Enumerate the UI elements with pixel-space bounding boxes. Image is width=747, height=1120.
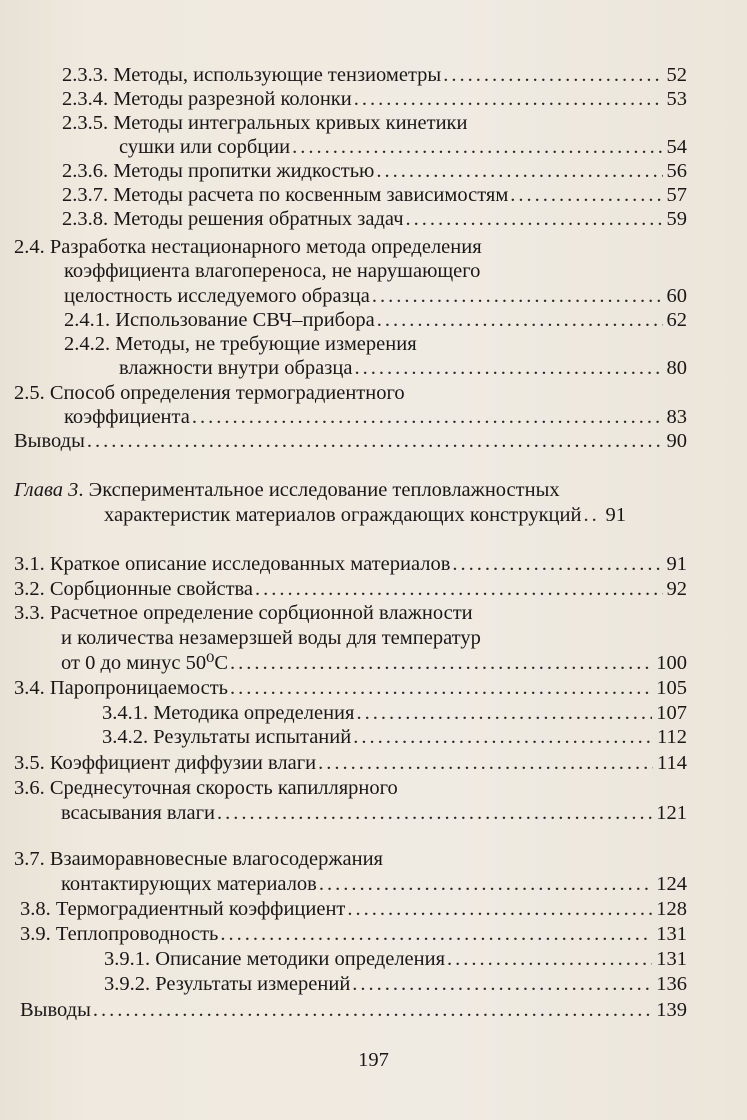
toc-chapter-3: [14, 477, 687, 503]
toc-entry-conclusions-ch2: [14, 428, 687, 454]
toc-entry-2-4-2: [64, 331, 687, 357]
toc-entry-conclusions-ch3: [20, 997, 687, 1023]
toc-entry-title: 2.4. Разработка нестационарного метода определения: [14, 236, 482, 258]
toc-entry-title: коэффициента влагопереноса, не нарушающего: [64, 260, 481, 282]
dot-leader: [319, 871, 652, 897]
toc-entry-2-3-5-cont: [119, 134, 687, 160]
toc-entry-title: всасывания влаги: [61, 802, 216, 824]
toc-page-number: 57: [666, 184, 687, 206]
toc-entry-title: 3.9.2. Результаты измерений: [104, 973, 351, 995]
toc-entry-3-4-2: [102, 724, 687, 750]
toc-entry-title: 3.4.2. Результаты испытаний: [102, 726, 352, 748]
toc-page-number: 105: [656, 677, 687, 699]
toc-page-number: 80: [666, 357, 687, 379]
toc-entry-3-6: [14, 775, 687, 801]
toc-entry-title: 3.9.1. Описание методики определения: [104, 948, 446, 970]
dot-leader: [220, 921, 652, 947]
toc-page-number: 54: [666, 136, 687, 158]
toc-entry-title: 2.5. Способ определения термоградиентного: [14, 382, 405, 404]
toc-entry-title: 3.4. Паропроницаемость: [14, 677, 228, 699]
toc-page-number: 83: [666, 406, 687, 428]
chapter-label: Глава 3: [14, 479, 79, 501]
toc-entry-2-4-cont2: [64, 283, 687, 309]
toc-entry-3-5: [14, 750, 687, 776]
dot-leader: [377, 307, 663, 333]
toc-page-number: 121: [656, 802, 687, 824]
toc-page-number: 56: [666, 160, 687, 182]
dot-leader: [356, 700, 652, 726]
toc-entry-2-3-4: [62, 86, 687, 112]
toc-entry-title: 3.8. Термоградиентный коэффициент: [20, 898, 346, 920]
toc-entry-title: 2.4.2. Методы, не требующие измерения: [64, 333, 417, 355]
toc-entry-3-6-cont: [61, 800, 687, 826]
toc-entry-title: 3.9. Теплопроводность: [20, 923, 219, 945]
toc-entry-title: Выводы: [14, 430, 85, 452]
toc-entry-2-4: [14, 234, 687, 260]
toc-entry-3-9-2: [104, 971, 687, 997]
toc-page-number: 131: [656, 948, 687, 970]
toc-page-number: 90: [666, 430, 687, 452]
toc-entry-title: 3.5. Коэффициент диффузии влаги: [14, 752, 317, 774]
toc-page-number: 136: [656, 973, 687, 995]
toc-entry-3-7-cont: [61, 871, 687, 897]
toc-entry-2-3-6: [62, 158, 687, 184]
toc-entry-title: контактирующих материалов: [61, 873, 317, 895]
toc-page-number: 124: [656, 873, 687, 895]
toc-entry-3-9-1: [104, 946, 687, 972]
toc-page-number: 131: [656, 923, 687, 945]
dot-leader: [217, 800, 652, 826]
toc-entry-3-2: [14, 576, 687, 602]
toc-entry-2-4-1: [64, 307, 687, 333]
dot-leader: [255, 576, 662, 602]
toc-entry-title: 2.3.4. Методы разрезной колонки: [62, 88, 352, 110]
toc-entry-title: 3.6. Среднесуточная скорость капиллярного: [14, 777, 398, 799]
toc-entry-title: 2.4.1. Использование СВЧ–прибора: [64, 309, 375, 331]
toc-entry-title: сушки или сорбции: [119, 136, 291, 158]
toc-page-number: 100: [656, 652, 687, 674]
toc-entry-2-4-2-cont: [119, 355, 687, 381]
toc-entry-3-3: [14, 600, 687, 626]
dot-leader: [347, 896, 652, 922]
dot-leader: [352, 971, 652, 997]
dot-leader: [443, 62, 662, 88]
dot-leader: [406, 206, 663, 232]
toc-entry-3-3-cont2: [61, 650, 687, 676]
toc-entry-title: 2.3.3. Методы, использующие тензиометры: [62, 64, 442, 86]
toc-page-number: 112: [657, 726, 687, 748]
toc-entry-title: целостность исследуемого образца: [64, 285, 370, 307]
toc-entry-2-3-7: [62, 182, 687, 208]
dot-leader: [292, 134, 662, 160]
toc-page-number: 62: [666, 309, 687, 331]
toc-entry-3-7: [14, 846, 687, 872]
toc-entry-title: 3.7. Взаиморавновесные влагосодержания: [14, 848, 383, 870]
toc-page-number: 139: [656, 999, 687, 1021]
toc-entry-title: коэффициента: [64, 406, 190, 428]
dot-leader: [376, 158, 662, 184]
toc-entry-3-1: [14, 551, 687, 577]
toc-entry-title: 2.3.6. Методы пропитки жидкостью: [62, 160, 375, 182]
toc-entry-title: и количества незамерзшей воды для температур: [61, 627, 481, 649]
toc-entry-2-3-8: [62, 206, 687, 232]
toc-entry-2-5: [14, 380, 687, 406]
dot-leader: [353, 724, 653, 750]
toc-entry-title: влажности внутри образца: [119, 357, 353, 379]
toc-page-number: 59: [666, 208, 687, 230]
toc-page-number: 92: [666, 578, 687, 600]
toc-page-number: 114: [657, 752, 687, 774]
toc-entry-title: Выводы: [20, 999, 91, 1021]
dot-leader: [354, 355, 662, 381]
dot-leader: [447, 946, 652, 972]
dot-leader: [230, 650, 652, 676]
toc-entry-title: характеристик материалов ограждающих конструкций: [104, 504, 582, 526]
toc-page-number: 60: [666, 285, 687, 307]
toc-entry-2-4-cont1: [64, 258, 687, 284]
dot-leader: [318, 750, 653, 776]
toc-entry-2-3-5: [62, 110, 687, 136]
dot-leader: [93, 997, 652, 1023]
page-number: 197: [358, 1049, 389, 1071]
toc-entry-title: . Экспериментальное исследование тепловлажностных: [78, 479, 560, 501]
toc-chapter-3-cont: [104, 502, 687, 528]
toc-entry-title: 3.4.1. Методика определения: [102, 702, 355, 724]
toc-entry-title: от 0 до минус 50⁰С: [61, 652, 229, 674]
toc-page-number: 128: [656, 898, 687, 920]
toc-page-number: 91: [605, 504, 626, 526]
toc-entry-3-4: [14, 675, 687, 701]
toc-entry-title: 2.3.5. Методы интегральных кривых кинетики: [62, 112, 468, 134]
toc-entry-3-9: [20, 921, 687, 947]
toc-page-number: 52: [666, 64, 687, 86]
toc-entry-title: 3.2. Сорбционные свойства: [14, 578, 254, 600]
toc-page-number: 91: [666, 553, 687, 575]
toc-entry-2-5-cont: [64, 404, 687, 430]
toc-entry-title: 3.1. Краткое описание исследованных материалов: [14, 553, 451, 575]
toc-page-number: 53: [666, 88, 687, 110]
dot-leader: [583, 502, 601, 528]
dot-leader: [87, 428, 663, 454]
dot-leader: [354, 86, 663, 112]
toc-entry-3-3-cont1: [61, 625, 687, 651]
dot-leader: [230, 675, 652, 701]
toc-entry-title: 2.3.8. Методы решения обратных задач: [62, 208, 404, 230]
toc-entry-2-3-3: [62, 62, 687, 88]
toc-page-number: 107: [656, 702, 687, 724]
toc-entry-title: 3.3. Расчетное определение сорбционной влажности: [14, 602, 473, 624]
toc-entry-3-8: [20, 896, 687, 922]
dot-leader: [192, 404, 663, 430]
dot-leader: [452, 551, 662, 577]
dot-leader: [510, 182, 662, 208]
toc-entry-3-4-1: [102, 700, 687, 726]
dot-leader: [372, 283, 663, 309]
toc-entry-title: 2.3.7. Методы расчета по косвенным зависимостям: [62, 184, 509, 206]
